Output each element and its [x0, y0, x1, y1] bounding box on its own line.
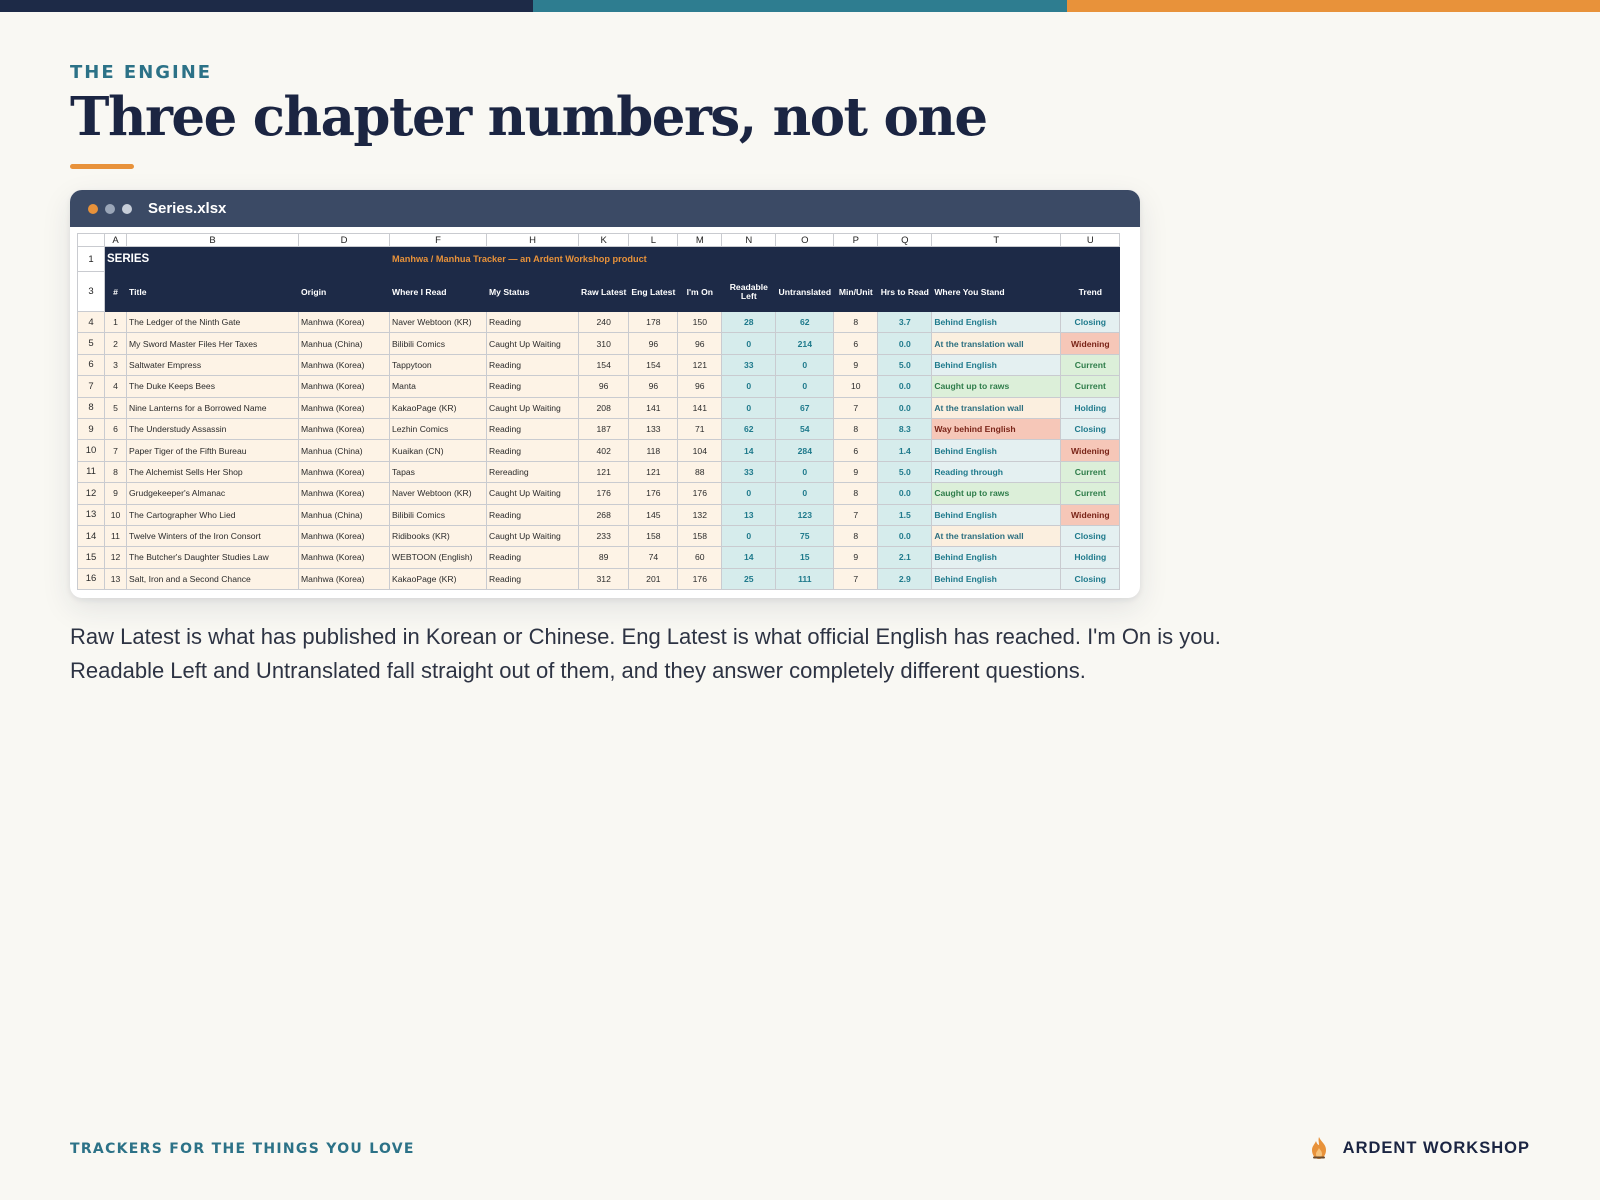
- column-header-K[interactable]: K: [579, 234, 629, 247]
- cell-stand[interactable]: Behind English: [932, 547, 1061, 568]
- cell-origin[interactable]: Manhwa (Korea): [299, 525, 390, 546]
- cell-trend[interactable]: Holding: [1061, 547, 1120, 568]
- cell-idx[interactable]: 1: [105, 312, 127, 333]
- cell-trend[interactable]: Widening: [1061, 440, 1120, 461]
- cell-untrans[interactable]: 15: [776, 547, 834, 568]
- table-row: [78, 483, 1120, 504]
- cell-eng[interactable]: 118: [629, 440, 678, 461]
- cell-min[interactable]: 8: [834, 312, 878, 333]
- cell-stand[interactable]: Behind English: [932, 312, 1061, 333]
- brand-name: ARDENT WORKSHOP: [1342, 1138, 1530, 1157]
- cell-origin[interactable]: Manhua (China): [299, 504, 390, 525]
- window-titlebar: [70, 190, 1140, 227]
- cell-min[interactable]: 10: [834, 376, 878, 397]
- cell-idx[interactable]: 12: [105, 547, 127, 568]
- cell-idx[interactable]: 4: [105, 376, 127, 397]
- cell-raw[interactable]: 268: [579, 504, 629, 525]
- row-number[interactable]: 8: [78, 397, 105, 418]
- cell-eng[interactable]: 201: [629, 568, 678, 589]
- cell-idx[interactable]: 5: [105, 397, 127, 418]
- cell-where[interactable]: Naver Webtoon (KR): [390, 312, 487, 333]
- cell-idx[interactable]: 10: [105, 504, 127, 525]
- cell-origin[interactable]: Manhua (China): [299, 440, 390, 461]
- cell-where[interactable]: Tappytoon: [390, 354, 487, 375]
- cell-raw[interactable]: 176: [579, 483, 629, 504]
- row-number[interactable]: 1: [78, 247, 105, 272]
- cell-origin[interactable]: Manhwa (Korea): [299, 418, 390, 439]
- column-title[interactable]: Origin: [299, 272, 390, 312]
- cell-idx[interactable]: 7: [105, 440, 127, 461]
- column-header-L[interactable]: L: [629, 234, 678, 247]
- cell-raw[interactable]: 240: [579, 312, 629, 333]
- row-number[interactable]: 9: [78, 418, 105, 439]
- cell-eng[interactable]: 141: [629, 397, 678, 418]
- cell-where[interactable]: KakaoPage (KR): [390, 397, 487, 418]
- cell-where[interactable]: Naver Webtoon (KR): [390, 483, 487, 504]
- cell-stand[interactable]: Behind English: [932, 354, 1061, 375]
- cell-status[interactable]: Reading: [487, 547, 579, 568]
- cell-readable[interactable]: 25: [722, 568, 776, 589]
- cell-min[interactable]: 8: [834, 418, 878, 439]
- cell-untrans[interactable]: 75: [776, 525, 834, 546]
- cell-untrans[interactable]: 111: [776, 568, 834, 589]
- cell-idx[interactable]: 6: [105, 418, 127, 439]
- cell-on[interactable]: 150: [678, 312, 722, 333]
- cell-stand[interactable]: Caught up to raws: [932, 376, 1061, 397]
- cell-readable[interactable]: 33: [722, 354, 776, 375]
- sheet-title-row: [78, 247, 1120, 272]
- column-letter-row: [78, 234, 1120, 247]
- cell-where[interactable]: Bilibili Comics: [390, 504, 487, 525]
- cell-status[interactable]: Reading: [487, 312, 579, 333]
- column-title[interactable]: Where You Stand: [932, 272, 1061, 312]
- cell-origin[interactable]: Manhwa (Korea): [299, 547, 390, 568]
- cell-idx[interactable]: 3: [105, 354, 127, 375]
- cell-origin[interactable]: Manhwa (Korea): [299, 312, 390, 333]
- table-row: [78, 397, 1120, 418]
- cell-min[interactable]: 9: [834, 461, 878, 482]
- table-row: [78, 547, 1120, 568]
- cell-untrans[interactable]: 0: [776, 376, 834, 397]
- cell-untrans[interactable]: 54: [776, 418, 834, 439]
- cell-raw[interactable]: 310: [579, 333, 629, 354]
- cell-origin[interactable]: Manhwa (Korea): [299, 568, 390, 589]
- cell-title[interactable]: The Butcher's Daughter Studies Law: [127, 547, 299, 568]
- header-row: [78, 272, 1120, 312]
- cell-hrs[interactable]: 2.9: [878, 568, 932, 589]
- cell-trend[interactable]: Closing: [1061, 568, 1120, 589]
- cell-hrs[interactable]: 0.0: [878, 376, 932, 397]
- cell-readable[interactable]: 0: [722, 525, 776, 546]
- cell-readable[interactable]: 14: [722, 440, 776, 461]
- cell-hrs[interactable]: 1.4: [878, 440, 932, 461]
- cell-status[interactable]: Reading: [487, 568, 579, 589]
- cell-stand[interactable]: Behind English: [932, 568, 1061, 589]
- cell-readable[interactable]: 33: [722, 461, 776, 482]
- top-accent-bar: [0, 0, 1600, 12]
- accent-segment-teal: [533, 0, 1066, 12]
- cell-trend[interactable]: Current: [1061, 483, 1120, 504]
- column-header-B[interactable]: B: [127, 234, 299, 247]
- cell-origin[interactable]: Manhwa (Korea): [299, 483, 390, 504]
- row-number[interactable]: 7: [78, 376, 105, 397]
- cell-untrans[interactable]: 214: [776, 333, 834, 354]
- cell-trend[interactable]: Widening: [1061, 333, 1120, 354]
- table-row: [78, 568, 1120, 589]
- column-header-M[interactable]: M: [678, 234, 722, 247]
- cell-hrs[interactable]: 2.1: [878, 547, 932, 568]
- accent-segment-orange: [1067, 0, 1600, 12]
- row-number[interactable]: 12: [78, 483, 105, 504]
- tracker-subtitle[interactable]: Manhwa / Manhua Tracker — an Ardent Workshop product: [390, 247, 1120, 272]
- column-title[interactable]: I'm On: [678, 272, 722, 312]
- table-row: [78, 504, 1120, 525]
- cell-hrs[interactable]: 5.0: [878, 354, 932, 375]
- cell-title[interactable]: Salt, Iron and a Second Chance: [127, 568, 299, 589]
- window-title: Series.xlsx: [148, 200, 227, 217]
- column-title[interactable]: Where I Read: [390, 272, 487, 312]
- cell-raw[interactable]: 121: [579, 461, 629, 482]
- cell-status[interactable]: Reading: [487, 504, 579, 525]
- table-row: [78, 418, 1120, 439]
- cell-readable[interactable]: 14: [722, 547, 776, 568]
- cell-idx[interactable]: 2: [105, 333, 127, 354]
- column-title[interactable]: Untranslated: [776, 272, 834, 312]
- corner-cell[interactable]: [78, 234, 105, 247]
- sheet-grid: [77, 233, 1120, 590]
- cell-idx[interactable]: 9: [105, 483, 127, 504]
- column-header-N[interactable]: N: [722, 234, 776, 247]
- cell-origin[interactable]: Manhua (China): [299, 333, 390, 354]
- cell-origin[interactable]: Manhwa (Korea): [299, 354, 390, 375]
- cell-status[interactable]: Reading: [487, 376, 579, 397]
- title-underline: [70, 164, 134, 169]
- window-zoom-dot[interactable]: [122, 204, 132, 214]
- series-label[interactable]: SERIES: [105, 247, 390, 272]
- row-number[interactable]: 14: [78, 525, 105, 546]
- cell-raw[interactable]: 89: [579, 547, 629, 568]
- cell-stand[interactable]: Reading through: [932, 461, 1061, 482]
- cell-raw[interactable]: 96: [579, 376, 629, 397]
- window-close-dot[interactable]: [88, 204, 98, 214]
- cell-readable[interactable]: 0: [722, 333, 776, 354]
- row-number[interactable]: 11: [78, 461, 105, 482]
- table-row: [78, 525, 1120, 546]
- window-minimize-dot[interactable]: [105, 204, 115, 214]
- cell-eng[interactable]: 133: [629, 418, 678, 439]
- cell-trend[interactable]: Current: [1061, 461, 1120, 482]
- cell-on[interactable]: 176: [678, 568, 722, 589]
- table-row: [78, 333, 1120, 354]
- cell-eng[interactable]: 178: [629, 312, 678, 333]
- cell-title[interactable]: Nine Lanterns for a Borrowed Name: [127, 397, 299, 418]
- cell-on[interactable]: 60: [678, 547, 722, 568]
- column-title[interactable]: Readable Left: [722, 272, 776, 312]
- cell-eng[interactable]: 154: [629, 354, 678, 375]
- cell-trend[interactable]: Current: [1061, 376, 1120, 397]
- cell-untrans[interactable]: 0: [776, 354, 834, 375]
- cell-where[interactable]: Kuaikan (CN): [390, 440, 487, 461]
- cell-eng[interactable]: 74: [629, 547, 678, 568]
- cell-min[interactable]: 8: [834, 483, 878, 504]
- column-title[interactable]: Min/Unit: [834, 272, 878, 312]
- cell-title[interactable]: Saltwater Empress: [127, 354, 299, 375]
- cell-hrs[interactable]: 0.0: [878, 525, 932, 546]
- eyebrow-label: THE ENGINE: [70, 62, 213, 83]
- cell-readable[interactable]: 0: [722, 376, 776, 397]
- cell-status[interactable]: Caught Up Waiting: [487, 333, 579, 354]
- column-header-U[interactable]: U: [1061, 234, 1120, 247]
- cell-on[interactable]: 104: [678, 440, 722, 461]
- flame-icon: [1309, 1136, 1329, 1160]
- cell-title[interactable]: Twelve Winters of the Iron Consort: [127, 525, 299, 546]
- column-header-H[interactable]: H: [487, 234, 579, 247]
- column-header-Q[interactable]: Q: [878, 234, 932, 247]
- row-number[interactable]: 4: [78, 312, 105, 333]
- cell-trend[interactable]: Current: [1061, 354, 1120, 375]
- table-row: [78, 312, 1120, 333]
- cell-title[interactable]: The Duke Keeps Bees: [127, 376, 299, 397]
- cell-status[interactable]: Reading: [487, 418, 579, 439]
- cell-min[interactable]: 7: [834, 568, 878, 589]
- cell-eng[interactable]: 121: [629, 461, 678, 482]
- cell-eng[interactable]: 158: [629, 525, 678, 546]
- cell-hrs[interactable]: 1.5: [878, 504, 932, 525]
- column-header-D[interactable]: D: [299, 234, 390, 247]
- cell-origin[interactable]: Manhwa (Korea): [299, 376, 390, 397]
- cell-readable[interactable]: 13: [722, 504, 776, 525]
- cell-trend[interactable]: Holding: [1061, 397, 1120, 418]
- cell-stand[interactable]: Behind English: [932, 440, 1061, 461]
- cell-min[interactable]: 8: [834, 525, 878, 546]
- cell-hrs[interactable]: 5.0: [878, 461, 932, 482]
- cell-on[interactable]: 158: [678, 525, 722, 546]
- cell-trend[interactable]: Widening: [1061, 504, 1120, 525]
- column-title[interactable]: #: [105, 272, 127, 312]
- cell-eng[interactable]: 176: [629, 483, 678, 504]
- cell-hrs[interactable]: 0.0: [878, 483, 932, 504]
- column-header-T[interactable]: T: [932, 234, 1061, 247]
- cell-stand[interactable]: At the translation wall: [932, 333, 1061, 354]
- cell-hrs[interactable]: 0.0: [878, 333, 932, 354]
- cell-on[interactable]: 88: [678, 461, 722, 482]
- cell-idx[interactable]: 13: [105, 568, 127, 589]
- cell-idx[interactable]: 8: [105, 461, 127, 482]
- spreadsheet-window: [70, 190, 1140, 598]
- cell-where[interactable]: WEBTOON (English): [390, 547, 487, 568]
- cell-trend[interactable]: Closing: [1061, 418, 1120, 439]
- row-number[interactable]: 16: [78, 568, 105, 589]
- cell-untrans[interactable]: 0: [776, 461, 834, 482]
- cell-raw[interactable]: 208: [579, 397, 629, 418]
- column-header-O[interactable]: O: [776, 234, 834, 247]
- cell-min[interactable]: 6: [834, 440, 878, 461]
- cell-title[interactable]: The Alchemist Sells Her Shop: [127, 461, 299, 482]
- column-title[interactable]: Raw Latest: [579, 272, 629, 312]
- cell-untrans[interactable]: 62: [776, 312, 834, 333]
- cell-on[interactable]: 141: [678, 397, 722, 418]
- cell-raw[interactable]: 187: [579, 418, 629, 439]
- cell-origin[interactable]: Manhwa (Korea): [299, 397, 390, 418]
- cell-status[interactable]: Caught Up Waiting: [487, 397, 579, 418]
- row-number[interactable]: 13: [78, 504, 105, 525]
- column-header-A[interactable]: A: [105, 234, 127, 247]
- cell-raw[interactable]: 312: [579, 568, 629, 589]
- cell-title[interactable]: The Ledger of the Ninth Gate: [127, 312, 299, 333]
- cell-where[interactable]: Manta: [390, 376, 487, 397]
- cell-status[interactable]: Reading: [487, 354, 579, 375]
- cell-where[interactable]: Tapas: [390, 461, 487, 482]
- cell-stand[interactable]: Caught up to raws: [932, 483, 1061, 504]
- accent-segment-navy: [0, 0, 533, 12]
- cell-hrs[interactable]: 3.7: [878, 312, 932, 333]
- cell-min[interactable]: 6: [834, 333, 878, 354]
- cell-hrs[interactable]: 8.3: [878, 418, 932, 439]
- row-number[interactable]: 3: [78, 272, 105, 312]
- cell-min[interactable]: 9: [834, 547, 878, 568]
- row-number[interactable]: 5: [78, 333, 105, 354]
- cell-on[interactable]: 96: [678, 333, 722, 354]
- column-header-F[interactable]: F: [390, 234, 487, 247]
- table-row: [78, 376, 1120, 397]
- table-row: [78, 354, 1120, 375]
- cell-title[interactable]: My Sword Master Files Her Taxes: [127, 333, 299, 354]
- cell-idx[interactable]: 11: [105, 525, 127, 546]
- column-title[interactable]: My Status: [487, 272, 579, 312]
- cell-eng[interactable]: 96: [629, 333, 678, 354]
- cell-trend[interactable]: Closing: [1061, 312, 1120, 333]
- cell-where[interactable]: Ridibooks (KR): [390, 525, 487, 546]
- cell-stand[interactable]: Behind English: [932, 504, 1061, 525]
- cell-on[interactable]: 132: [678, 504, 722, 525]
- column-header-P[interactable]: P: [834, 234, 878, 247]
- cell-raw[interactable]: 233: [579, 525, 629, 546]
- column-title[interactable]: Trend: [1061, 272, 1120, 312]
- cell-raw[interactable]: 402: [579, 440, 629, 461]
- cell-eng[interactable]: 145: [629, 504, 678, 525]
- cell-min[interactable]: 9: [834, 354, 878, 375]
- cell-status[interactable]: Rereading: [487, 461, 579, 482]
- cell-on[interactable]: 121: [678, 354, 722, 375]
- cell-title[interactable]: Paper Tiger of the Fifth Bureau: [127, 440, 299, 461]
- cell-untrans[interactable]: 284: [776, 440, 834, 461]
- sheet-table: [77, 233, 1120, 590]
- cell-on[interactable]: 71: [678, 418, 722, 439]
- column-title[interactable]: Hrs to Read: [878, 272, 932, 312]
- cell-origin[interactable]: Manhwa (Korea): [299, 461, 390, 482]
- cell-status[interactable]: Caught Up Waiting: [487, 525, 579, 546]
- cell-readable[interactable]: 62: [722, 418, 776, 439]
- cell-min[interactable]: 7: [834, 504, 878, 525]
- cell-status[interactable]: Reading: [487, 440, 579, 461]
- cell-hrs[interactable]: 0.0: [878, 397, 932, 418]
- cell-title[interactable]: The Understudy Assassin: [127, 418, 299, 439]
- cell-title[interactable]: Grudgekeeper's Almanac: [127, 483, 299, 504]
- cell-stand[interactable]: At the translation wall: [932, 525, 1061, 546]
- cell-where[interactable]: Lezhin Comics: [390, 418, 487, 439]
- cell-on[interactable]: 96: [678, 376, 722, 397]
- column-title[interactable]: Eng Latest: [629, 272, 678, 312]
- cell-readable[interactable]: 0: [722, 483, 776, 504]
- footer-tagline: TRACKERS FOR THE THINGS YOU LOVE: [70, 1141, 415, 1157]
- cell-min[interactable]: 7: [834, 397, 878, 418]
- footer-brand: [1309, 1136, 1530, 1160]
- row-number[interactable]: 10: [78, 440, 105, 461]
- row-number[interactable]: 15: [78, 547, 105, 568]
- cell-status[interactable]: Caught Up Waiting: [487, 483, 579, 504]
- cell-trend[interactable]: Closing: [1061, 525, 1120, 546]
- column-title[interactable]: Title: [127, 272, 299, 312]
- cell-untrans[interactable]: 0: [776, 483, 834, 504]
- cell-stand[interactable]: Way behind English: [932, 418, 1061, 439]
- cell-untrans[interactable]: 123: [776, 504, 834, 525]
- cell-where[interactable]: Bilibili Comics: [390, 333, 487, 354]
- cell-on[interactable]: 176: [678, 483, 722, 504]
- explanation-paragraph: Raw Latest is what has published in Korean or Chinese. Eng Latest is what official English has reached. I'm On is you. Readable Left and Untranslated fall straight out of them, and they answer completely different questions.: [70, 624, 1221, 683]
- table-row: [78, 461, 1120, 482]
- cell-where[interactable]: KakaoPage (KR): [390, 568, 487, 589]
- cell-title[interactable]: The Cartographer Who Lied: [127, 504, 299, 525]
- cell-raw[interactable]: 154: [579, 354, 629, 375]
- cell-readable[interactable]: 0: [722, 397, 776, 418]
- cell-untrans[interactable]: 67: [776, 397, 834, 418]
- table-row: [78, 440, 1120, 461]
- cell-stand[interactable]: At the translation wall: [932, 397, 1061, 418]
- cell-eng[interactable]: 96: [629, 376, 678, 397]
- page-title: Three chapter numbers, not one: [70, 86, 987, 148]
- cell-readable[interactable]: 28: [722, 312, 776, 333]
- row-number[interactable]: 6: [78, 354, 105, 375]
